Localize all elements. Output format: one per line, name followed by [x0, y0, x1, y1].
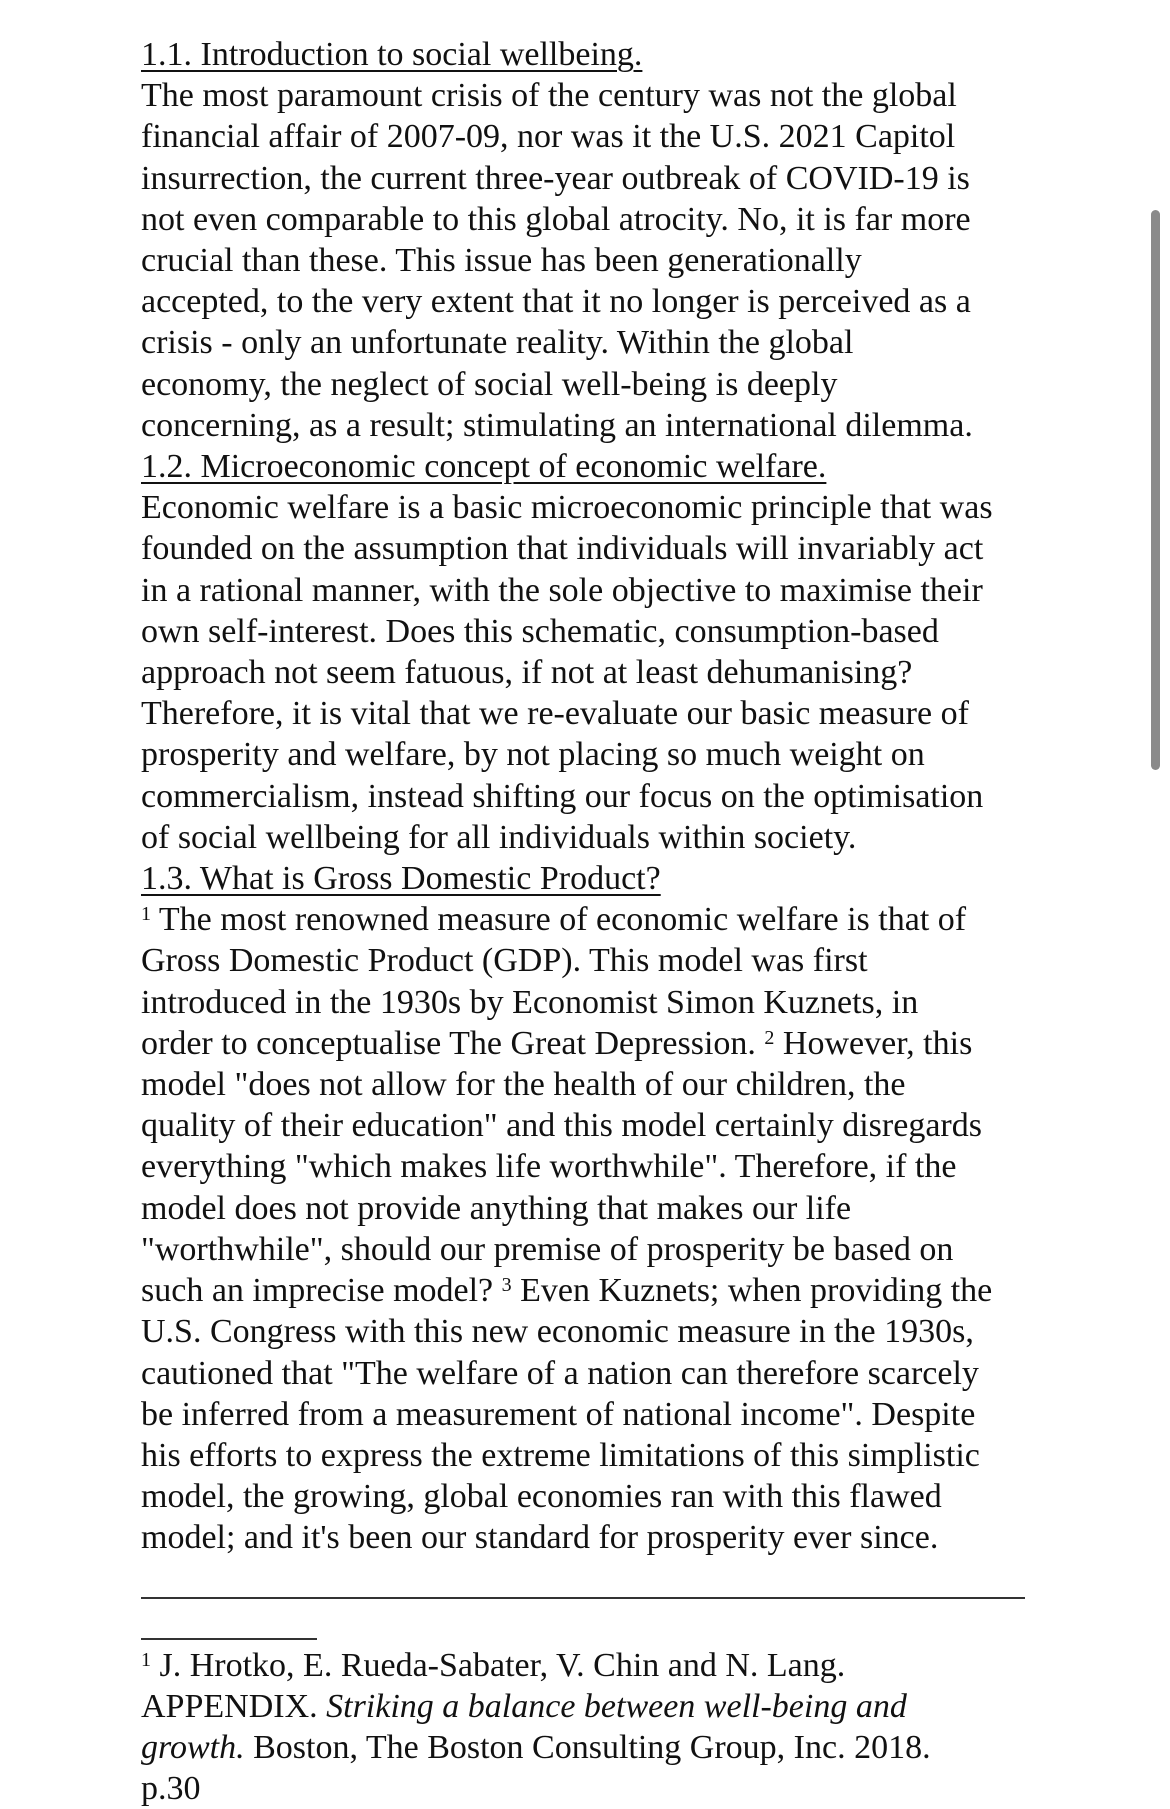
paragraph-line: financial affair of 2007-09, nor was it the U.S. 2021 Capitol — [141, 118, 956, 156]
footnote-mark: 1 — [141, 1649, 151, 1671]
footnote-title: Striking a balance between well-being and — [326, 1688, 907, 1725]
footnote-ref-1[interactable]: 1 — [141, 903, 151, 926]
paragraph-line: his efforts to express the extreme limitations of this simplistic — [141, 1436, 980, 1474]
paragraph-line: in a rational manner, with the sole objective to maximise their — [141, 571, 983, 609]
footnote-1: $^1$ J. Hrotko, E. Rueda-Sabater, V. Chin and N. Lang. APPENDIX. Striking a balance between well-being and growth. Boston, The Boston Consulting Group, Inc. 2018. p.30 — [141, 1647, 931, 1807]
footnote-ref-3[interactable]: 3 — [501, 1274, 512, 1297]
page-break-rule — [141, 1597, 1025, 1599]
paragraph-line: introduced in the 1930s by Economist Simon Kuznets, in — [141, 983, 919, 1021]
paragraph-line: such an imprecise model? $^3$ Even Kuznets; when providing the — [141, 1272, 993, 1310]
paragraph-line: economy, the neglect of social well-being is deeply — [141, 365, 838, 403]
paragraph-line: approach not seem fatuous, if not at least dehumanising? — [141, 654, 913, 692]
footnote-separator — [141, 1638, 317, 1640]
paragraph-line: quality of their education" and this model certainly disregards — [141, 1107, 982, 1145]
paragraph-line: crisis - only an unfortunate reality. Within the global — [141, 324, 854, 362]
footnote-title-cont: growth. — [141, 1729, 245, 1766]
document-body — [141, 34, 1031, 1559]
paragraph-line: commercialism, instead shifting our focus on the optimisation — [141, 777, 984, 815]
paragraph-line: of social wellbeing for all individuals within society. — [141, 818, 857, 856]
paragraph-line: model; and it's been our standard for prosperity ever since. — [141, 1519, 939, 1557]
section-heading-1-1: 1.1. Introduction to social wellbeing. — [141, 36, 643, 73]
section-heading-1-2: 1.2. Microeconomic concept of economic welfare. — [141, 448, 827, 486]
paragraph-line: Economic welfare is a basic microeconomic principle that was — [141, 489, 993, 527]
paragraph-line: founded on the assumption that individuals will invariably act — [141, 530, 984, 568]
footnote-ref-2[interactable]: 2 — [764, 1026, 775, 1049]
paragraph-line: model, the growing, global economies ran with this flawed — [141, 1478, 942, 1516]
paragraph-line: "worthwhile", should our premise of prosperity be based on — [141, 1230, 954, 1268]
paragraph-line: Therefore, it is vital that we re-evaluate our basic measure of — [141, 695, 969, 733]
section-heading-1-3: 1.3. What is Gross Domestic Product? — [141, 860, 661, 898]
paragraph-line: crucial than these. This issue has been generationally — [141, 242, 862, 280]
paragraph-line: insurrection, the current three-year outbreak of COVID-19 is — [141, 159, 970, 197]
paragraph-line: not even comparable to this global atrocity. No, it is far more — [141, 200, 971, 238]
paragraph-line: be inferred from a measurement of national income". Despite — [141, 1395, 976, 1433]
vertical-scrollbar-thumb[interactable] — [1151, 210, 1160, 770]
paragraph-line: U.S. Congress with this new economic measure in the 1930s, — [141, 1313, 974, 1351]
paragraph-line: The most paramount crisis of the century was not the global — [141, 77, 957, 115]
paragraph-line: $^1$ The most renowned measure of economic welfare is that of — [141, 901, 967, 939]
paragraph-line: order to conceptualise The Great Depression. $^2$ However, this — [141, 1024, 973, 1062]
paragraph-line: prosperity and welfare, by not placing so much weight on — [141, 736, 925, 774]
paragraph-line: concerning, as a result; stimulating an international dilemma. — [141, 406, 973, 444]
paragraph-line: own self-interest. Does this schematic, consumption-based — [141, 612, 939, 650]
paragraph-line: Gross Domestic Product (GDP). This model was first — [141, 942, 868, 980]
paragraph-line: accepted, to the very extent that it no longer is perceived as a — [141, 283, 971, 321]
paragraph-line: model "does not allow for the health of our children, the — [141, 1066, 906, 1104]
paragraph-line: model does not provide anything that makes our life — [141, 1189, 852, 1227]
paragraph-line: cautioned that "The welfare of a nation can therefore scarcely — [141, 1354, 979, 1392]
paragraph-line: everything "which makes life worthwhile". Therefore, if the — [141, 1148, 957, 1186]
